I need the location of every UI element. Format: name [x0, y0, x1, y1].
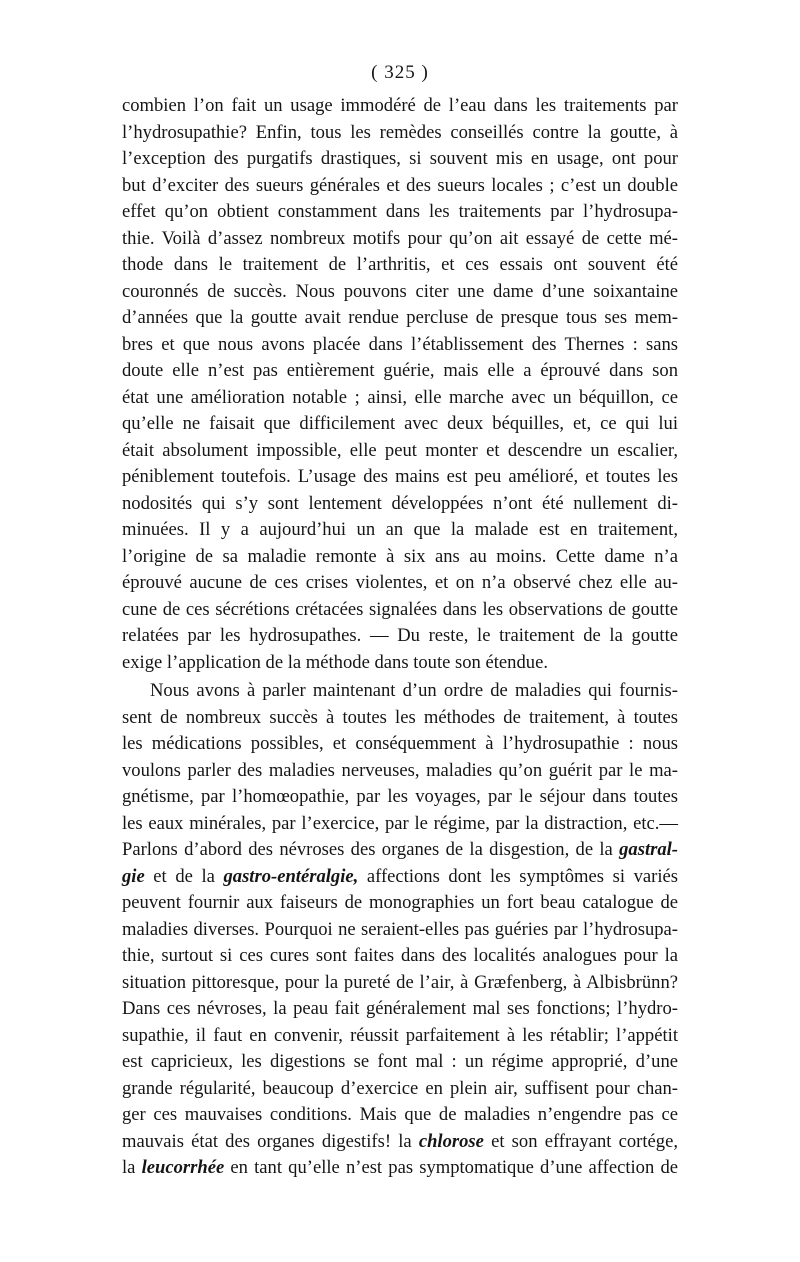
text-line: Dans ces névroses, la peau fait généralement mal ses fonctions; l’hydro- [122, 998, 678, 1019]
paragraph-1 [122, 93, 678, 676]
text-line: thie, surtout si ces cures sont faites dans des localités analogues pour la [122, 945, 678, 966]
text-line: est capricieux, les digestions se font mal : un régime approprié, d’une [122, 1051, 678, 1072]
text-line: exige l’application de la méthode dans toute son étendue. [122, 651, 548, 673]
italic-term: leucorrhée [141, 1157, 225, 1178]
text-run: en tant qu’elle n’est pas symptomatique d’une affection de [224, 1157, 678, 1178]
text-line: thie. Voilà d’assez nombreux motifs pour qu’on ait essayé de cette mé- [122, 227, 678, 249]
text-line: effet qu’on obtient constamment dans les traitements par l’hydrosupa- [122, 201, 678, 222]
italic-term: chlorose [418, 1130, 484, 1152]
text-line: doute elle n’est pas entièrement guérie, mais elle a éprouvé dans son [122, 360, 678, 381]
text-line: situation pittoresque, pour la pureté de l’air, à Græfenberg, à Albisbrünn? [122, 971, 678, 993]
text-line: l’exception des purgatifs drastiques, si souvent mis en usage, ont pour [122, 148, 678, 169]
text-line: supathie, il faut en convenir, réussit parfaitement à les rétablir; l’appétit [122, 1024, 678, 1046]
text-run: Parlons d’abord des névroses des organes de la disgestion, de la [122, 839, 620, 860]
italic-term: gastro-entéralgie, [223, 865, 359, 887]
page-number: ( 325 ) [371, 62, 429, 83]
text-line: thode dans le traitement de l’arthritis, et ces essais ont souvent été [122, 254, 678, 275]
text-line: cune de ces sécrétions crétacées signalées dans les observations de goutte [122, 598, 678, 620]
text-line: couronnés de succès. Nous pouvons citer une dame d’une soixantaine [122, 280, 678, 302]
text-line: combien l’on fait un usage immodéré de l’eau dans les traitements par [122, 95, 678, 116]
text-line [122, 1155, 678, 1182]
text-line: grande régularité, beaucoup d’exercice en plein air, suffisent pour chan- [122, 1077, 678, 1099]
italic-term: gastral- [619, 839, 678, 860]
text-line: nodosités qui s’y sont lentement développées n’ont été nullement di- [122, 492, 678, 514]
text-run: affections dont les symptômes si variés [358, 865, 678, 887]
text-line: éprouvé aucune de ces crises violentes, et on n’a observé chez elle au- [122, 572, 678, 593]
text-run: la [122, 1157, 142, 1178]
text-line: état une amélioration notable ; ainsi, elle marche avec un béquillon, ce [122, 386, 678, 408]
text-line: ger ces mauvaises conditions. Mais que de maladies n’engendre pas ce [122, 1104, 678, 1125]
text-line: peuvent fournir aux faiseurs de monographies un fort beau catalogue de [122, 892, 678, 913]
text-run: et de la [144, 865, 224, 887]
text-line: Nous avons à parler maintenant d’un ordre de maladies qui fournis- [150, 680, 678, 701]
paragraph-2 [122, 678, 678, 1182]
text-line: voulons parler des maladies nerveuses, maladies qu’on guérit par le ma- [122, 759, 678, 781]
text-line [122, 837, 678, 864]
text-run: mauvais état des organes digestifs! la [122, 1130, 419, 1152]
text-line: d’années que la goutte avait rendue percluse de presque tous ses mem- [122, 307, 678, 328]
text-line: minuées. Il y a aujourd’hui un an que la malade est en traitement, [122, 519, 678, 540]
text-line [122, 1129, 678, 1156]
text-run: et son effrayant cortége, [483, 1130, 678, 1152]
text-line: but d’exciter des sueurs générales et des sueurs locales ; c’est un double [122, 174, 678, 196]
text-line: était absolument impossible, elle peut monter et descendre un escalier, [122, 439, 678, 461]
text-line: bres et que nous avons placée dans l’établissement des Thernes : sans [122, 333, 678, 355]
text-line: maladies diverses. Pourquoi ne seraient-elles pas guéries par l’hydrosupa- [122, 918, 678, 940]
text-line: sent de nombreux succès à toutes les méthodes de traitement, à toutes [122, 706, 678, 728]
text-line: péniblement toutefois. L’usage des mains est peu amélioré, et toutes les [122, 466, 678, 487]
text-line: relatées par les hydrosupathes. — Du reste, le traitement de la goutte [122, 625, 678, 646]
text-line: qu’elle ne faisait que difficilement avec deux béquilles, et, ce qui lui [122, 413, 678, 434]
text-line: gnétisme, par l’homœopathie, par les voyages, par le séjour dans toutes [122, 786, 678, 807]
text-line: l’origine de sa maladie remonte à six ans au moins. Cette dame n’a [122, 545, 678, 567]
text-line: les eaux minérales, par l’exercice, par le régime, par la distraction, etc.— [122, 812, 678, 834]
text-line: les médications possibles, et conséquemment à l’hydrosupathie : nous [122, 733, 678, 754]
text-line: l’hydrosupathie? Enfin, tous les remèdes conseillés contre la goutte, à [122, 121, 678, 143]
italic-term: gie [122, 865, 145, 887]
text-line [122, 864, 678, 891]
